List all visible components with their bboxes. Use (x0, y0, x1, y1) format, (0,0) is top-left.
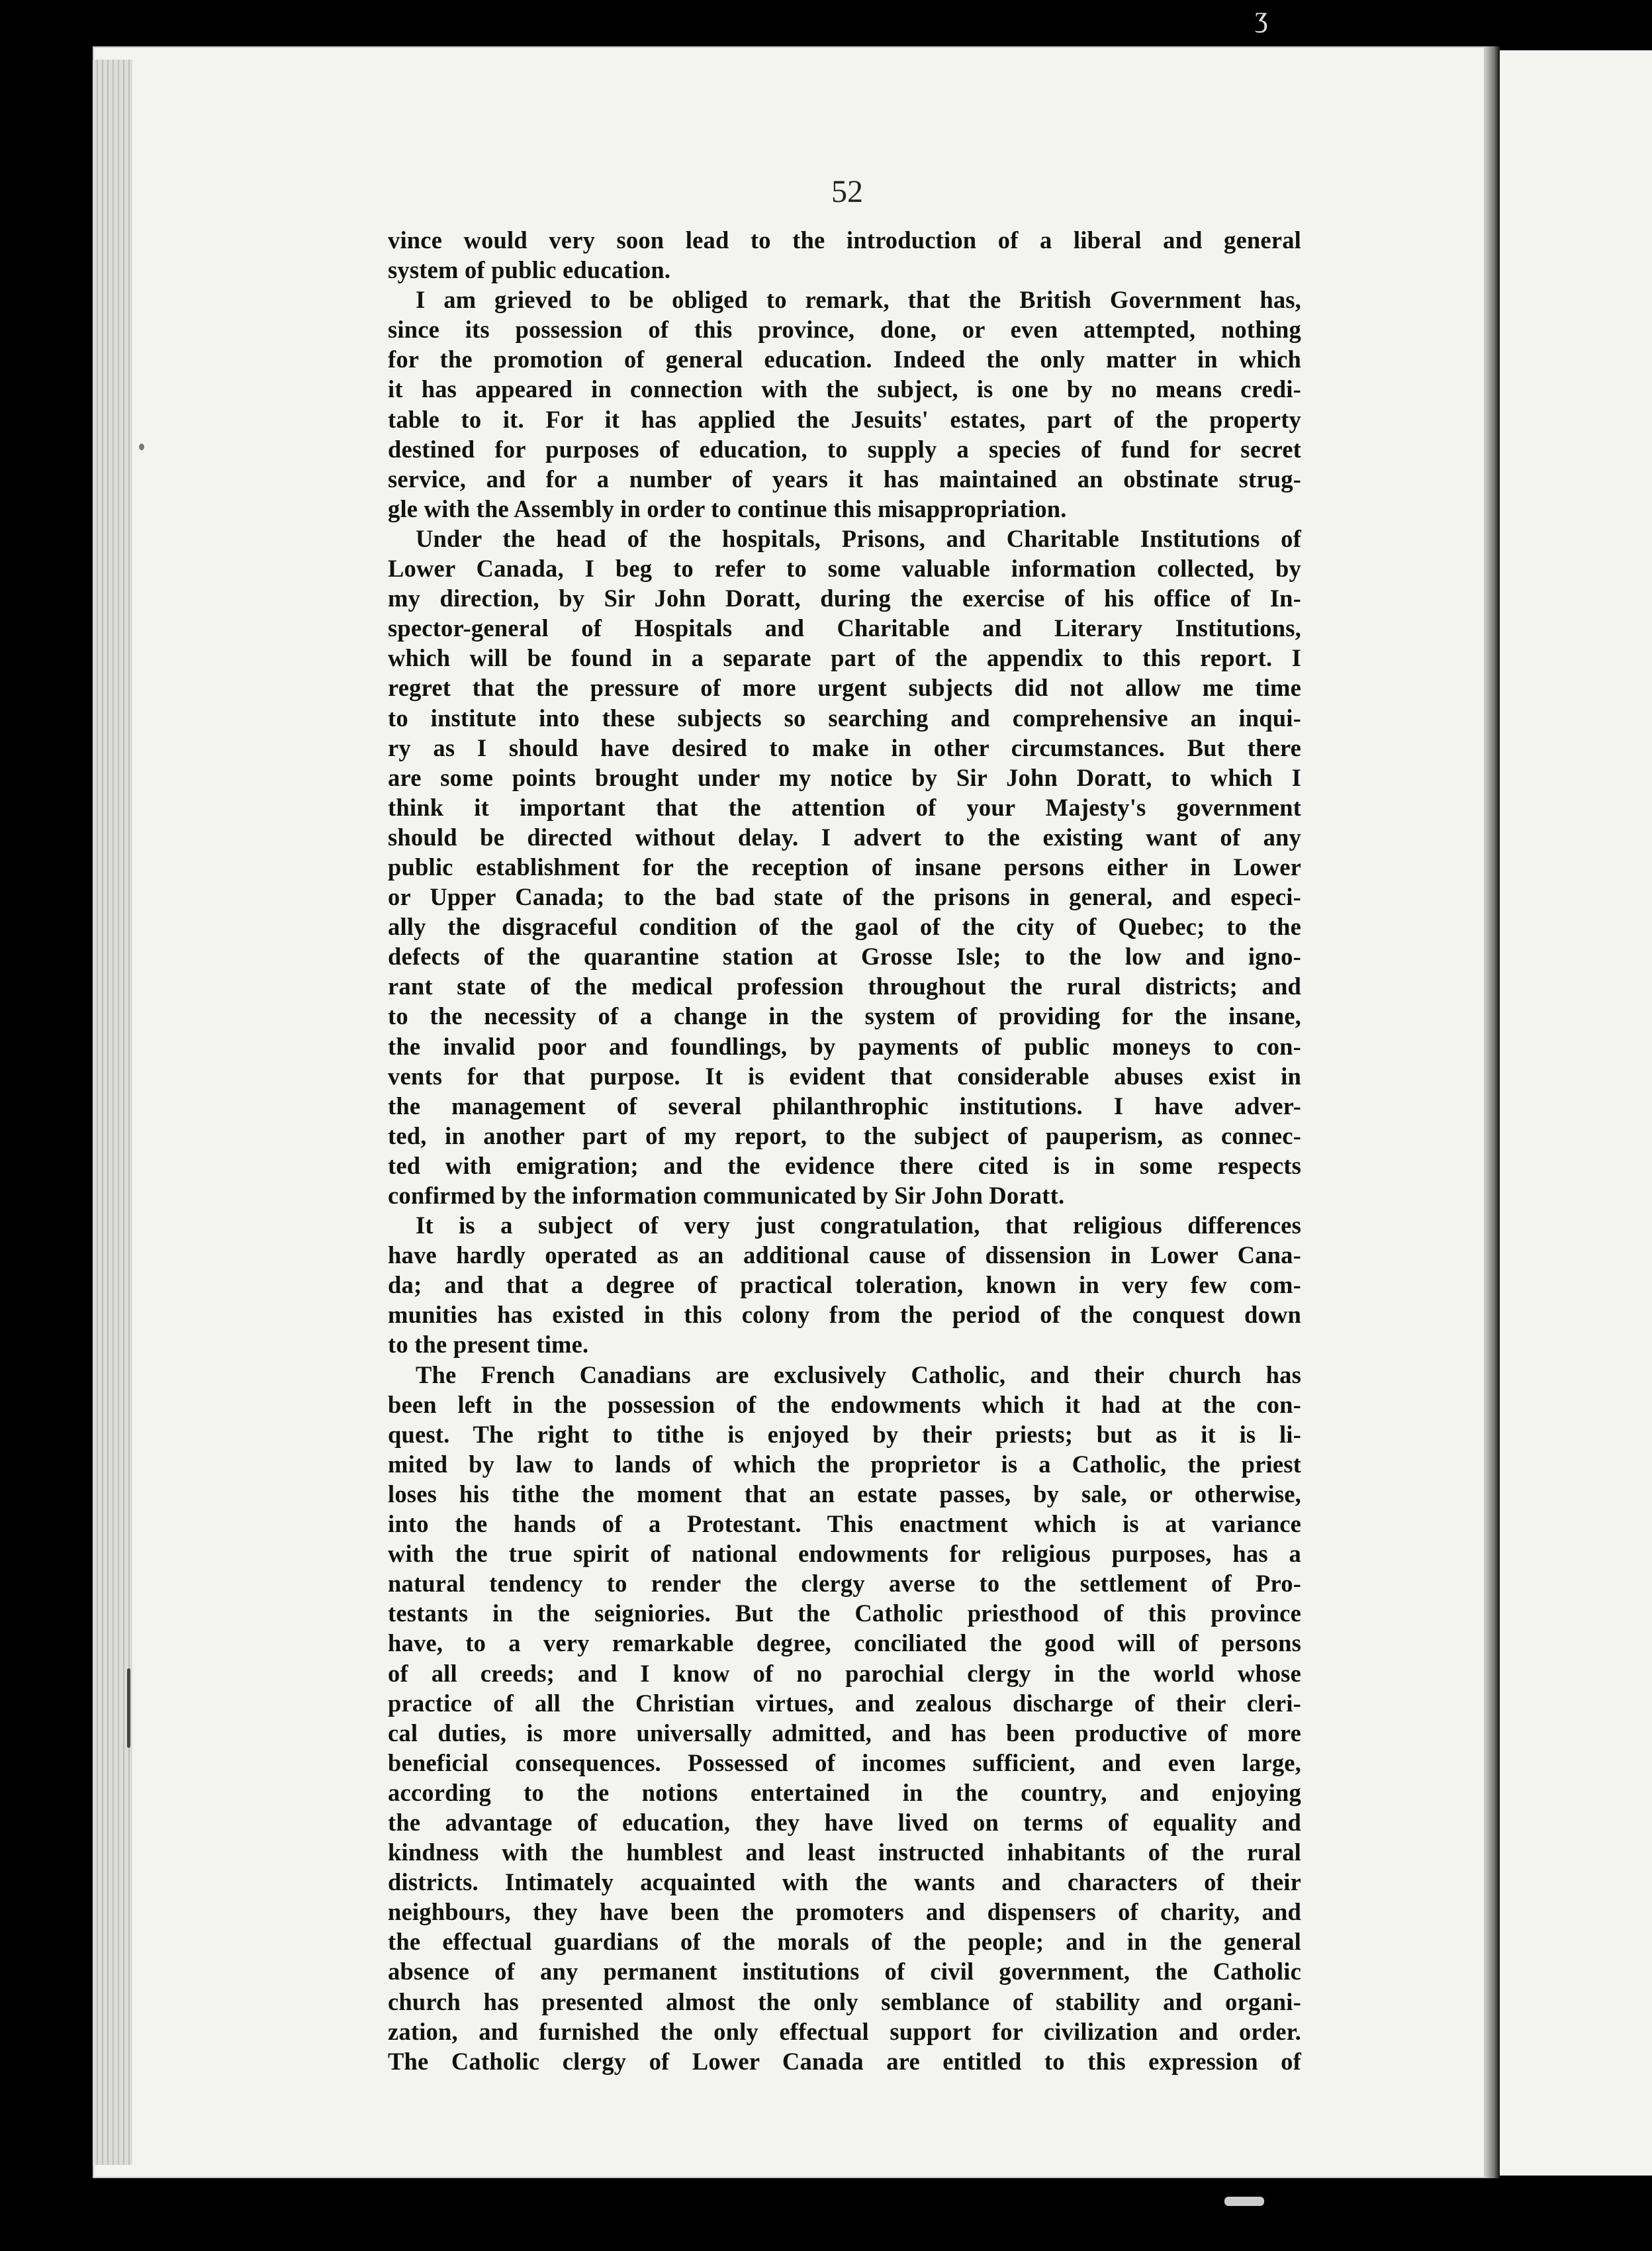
text-line: neighbours, they have been the promoters and dispensers of charity, and (388, 1898, 1301, 1926)
text-line: public establishment for the reception of insane persons either in Lower (388, 853, 1301, 881)
text-line: ry as I should have desired to make in other circumstances. But there (388, 734, 1301, 761)
text-line: the management of several philanthrophic institutions. I have adver- (388, 1092, 1301, 1120)
margin-bracket (127, 1668, 130, 1748)
text-line: practice of all the Christian virtues, and zealous discharge of their cleri- (388, 1689, 1301, 1717)
text-line: service, and for a number of years it has maintained an obstinate strug- (388, 465, 1301, 493)
text-line: kindness with the humblest and least instructed inhabitants of the rural (388, 1839, 1301, 1866)
text-line: defects of the quarantine station at Grosse Isle; to the low and igno- (388, 943, 1301, 971)
corner-mark: ʒ (1255, 1, 1268, 33)
text-line: beneficial consequences. Possessed of incomes sufficient, and even large, (388, 1748, 1301, 1776)
text-line: should be directed without delay. I advert to the existing want of any (388, 823, 1301, 851)
text-line: It is a subject of very just congratulation, that religious differences (416, 1212, 1301, 1239)
text-line: think it important that the attention of your Majesty's government (388, 793, 1301, 821)
text-line: table to it. For it has applied the Jesuits' estates, part of the property (388, 405, 1301, 433)
text-line: zation, and furnished the only effectual support for civilization and order. (388, 2017, 1301, 2045)
text-line: Under the head of the hospitals, Prisons, and Charitable Institutions of (416, 524, 1301, 552)
text-line: into the hands of a Protestant. This enactment which is at variance (388, 1510, 1301, 1538)
text-line: testants in the seigniories. But the Catholic priesthood of this province (388, 1600, 1301, 1627)
text-line: are some points brought under my notice by Sir John Doratt, to which I (388, 763, 1301, 791)
text-line: Lower Canada, I beg to refer to some valuable information collected, by (388, 555, 1301, 583)
text-line: regret that the pressure of more urgent subjects did not allow me time (388, 674, 1301, 702)
facing-page (1500, 50, 1652, 2176)
text-line: rant state of the medical profession throughout the rural districts; and (388, 973, 1301, 1000)
text-line: munities has existed in this colony from the period of the conquest down (388, 1301, 1301, 1329)
text-line: the effectual guardians of the morals of the people; and in the general (388, 1928, 1301, 1956)
text-line: districts. Intimately acquainted with the wants and characters of their (388, 1868, 1301, 1896)
text-line: the advantage of education, they have lived on terms of equality and (388, 1808, 1301, 1836)
text-line: it has appeared in connection with the subject, is one by no means credi- (388, 375, 1301, 403)
text-line: with the true spirit of national endowments for religious purposes, has a (388, 1540, 1301, 1568)
text-line: da; and that a degree of practical toleration, known in very few com- (388, 1271, 1301, 1299)
body-text (388, 225, 1301, 2076)
text-line: confirmed by the information communicated by Sir John Doratt. (388, 1182, 1065, 1209)
text-line: of all creeds; and I know of no parochial clergy in the world whose (388, 1659, 1301, 1687)
text-line: ted with emigration; and the evidence there cited is in some respects (388, 1151, 1301, 1179)
text-line: The Catholic clergy of Lower Canada are entitled to this expression of (388, 2047, 1301, 2075)
text-line: spector-general of Hospitals and Charitable and Literary Institutions, (388, 614, 1301, 642)
text-line: loses his tithe the moment that an estate passes, by sale, or otherwise, (388, 1480, 1301, 1508)
text-line: destined for purposes of education, to supply a species of fund for secret (388, 435, 1301, 463)
text-line: to the present time. (388, 1331, 589, 1359)
text-line: to institute into these subjects so searching and comprehensive an inqui- (388, 704, 1301, 732)
text-line: I am grieved to be obliged to remark, that the British Government has, (416, 286, 1301, 314)
text-line: which will be found in a separate part of the appendix to this report. I (388, 644, 1301, 672)
text-line: natural tendency to render the clergy averse to the settlement of Pro- (388, 1570, 1301, 1598)
page-edges (93, 60, 132, 2165)
text-line: The French Canadians are exclusively Catholic, and their church has (416, 1361, 1301, 1388)
text-line: mited by law to lands of which the proprietor is a Catholic, the priest (388, 1450, 1301, 1478)
text-line: have, to a very remarkable degree, conciliated the good will of persons (388, 1629, 1301, 1657)
text-line: the invalid poor and foundlings, by payments of public moneys to con- (388, 1032, 1301, 1060)
text-line: cal duties, is more universally admitted, and has been productive of more (388, 1719, 1301, 1747)
text-line: my direction, by Sir John Doratt, during the exercise of his office of In- (388, 585, 1301, 612)
text-line: ted, in another part of my report, to the subject of pauperism, as connec- (388, 1122, 1301, 1149)
margin-mark (139, 444, 144, 450)
text-line: gle with the Assembly in order to continue this misappropriation. (388, 495, 1067, 522)
text-line: to the necessity of a change in the system of providing for the insane, (388, 1002, 1301, 1030)
text-line: since its possession of this province, done, or even attempted, nothing (388, 316, 1301, 344)
text-line: system of public education. (388, 256, 671, 284)
scan-smudge (1224, 2197, 1264, 2206)
text-line: been left in the possession of the endowments which it had at the con- (388, 1390, 1301, 1418)
text-line: have hardly operated as an additional cause of dissension in Lower Cana- (388, 1241, 1301, 1269)
page-number: 52 (831, 174, 863, 209)
text-line: or Upper Canada; to the bad state of the prisons in general, and especi- (388, 883, 1301, 911)
text-line: quest. The right to tithe is enjoyed by their priests; but as it is li- (388, 1420, 1301, 1448)
text-line: ally the disgraceful condition of the gaol of the city of Quebec; to the (388, 913, 1301, 941)
text-line: church has presented almost the only semblance of stability and organi- (388, 1988, 1301, 2015)
text-line: vents for that purpose. It is evident that considerable abuses exist in (388, 1062, 1301, 1090)
text-line: absence of any permanent institutions of civil government, the Catholic (388, 1958, 1301, 1986)
book-gutter (1485, 46, 1500, 2178)
text-line: for the promotion of general education. Indeed the only matter in which (388, 346, 1301, 373)
text-line: vince would very soon lead to the introduction of a liberal and general (388, 226, 1301, 254)
text-line: according to the notions entertained in the country, and enjoying (388, 1778, 1301, 1806)
